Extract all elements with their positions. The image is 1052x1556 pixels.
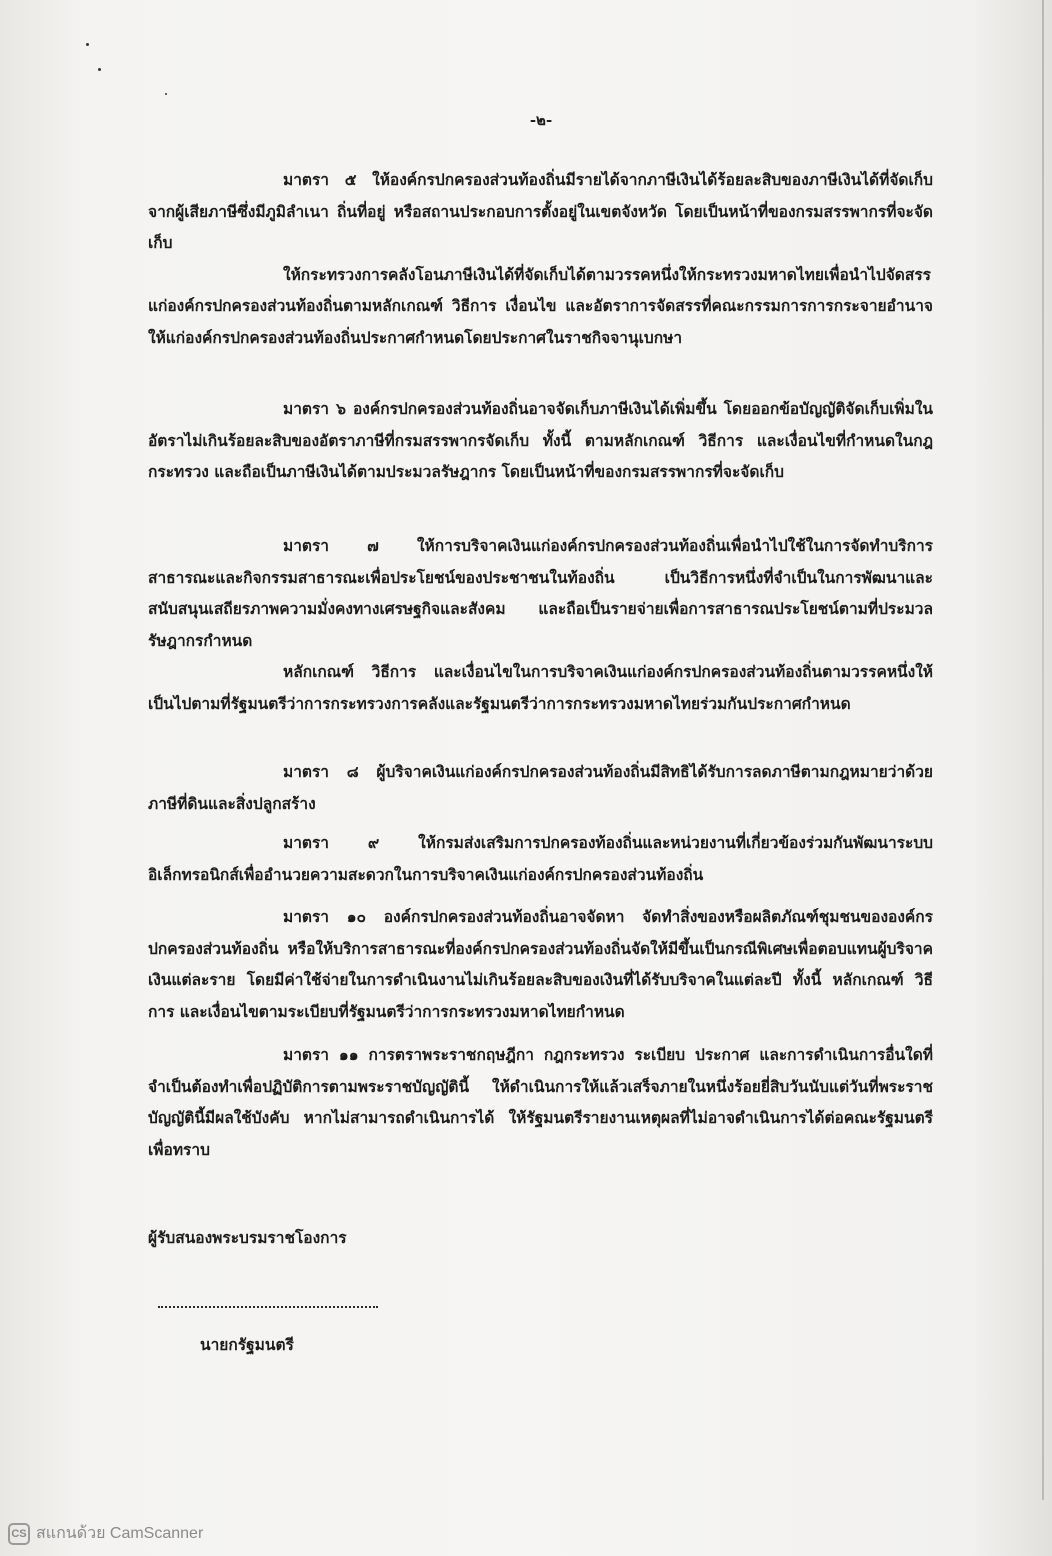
paragraph: มาตรา ๖ องค์กรปกครองส่วนท้องถิ่นอาจจัดเก็บภาษีเงินได้เพิ่มขึ้น โดยออกข้อบัญญัติจัดเก็บเพิ่มในอัตราไม่เกินร้อยละสิบของอัตราภาษีที่กรมสรรพากรจัดเก็บ ทั้งนี้ ตามหลักเกณฑ์ วิธีการ และเงื่อนไขที่กำหนดในกฎกระทรวง และถือเป็นภาษีเงินได้ตามประมวลรัษฎากร โดยเป็นหน้าที่ของกรมสรรพากรที่จะจัดเก็บ [148, 399, 933, 481]
signature-line [158, 1306, 378, 1308]
paragraph: มาตรา ๑๐ องค์กรปกครองส่วนท้องถิ่นอาจจัดหา จัดทำสิ่งของหรือผลิตภัณฑ์ชุมชนขององค์กรปกครองส่วนท้องถิ่น หรือให้บริการสาธารณะที่องค์กรปกครองส่วนท้องถิ่นจัดให้มีขึ้นเป็นกรณีพิเศษเพื่อตอบแทนผู้บริจาคเงินแต่ละราย โดยมีค่าใช้จ่ายในการดำเนินงานไม่เกินร้อยละสิบของเงินที่ได้รับบริจาคในแต่ละปี ทั้งนี้ หลักเกณฑ์ วิธีการ และเงื่อนไขตามระเบียบที่รัฐมนตรีว่าการกระทรวงมหาดไทยกำหนด [148, 907, 933, 1021]
signatory-title: นายกรัฐมนตรี [200, 1335, 294, 1354]
section-8 [148, 756, 933, 819]
paragraph: มาตรา ๕ ให้องค์กรปกครองส่วนท้องถิ่นมีรายได้จากภาษีเงินได้ร้อยละสิบของภาษีเงินได้ที่จัดเก็บจากผู้เสียภาษีซึ่งมีภูมิลำเนา ถิ่นที่อยู่ หรือสถานประกอบการตั้งอยู่ในเขตจังหวัด โดยเป็นหน้าที่ของกรมสรรพากรที่จะจัดเก็บ [148, 170, 933, 252]
paragraph: มาตรา ๑๑ การตราพระราชกฤษฎีกา กฎกระทรวง ระเบียบ ประกาศ และการดำเนินการอื่นใดที่จำเป็นต้องทำเพื่อปฏิบัติการตามพระราชบัญญัตินี้ ให้ดำเนินการให้แล้วเสร็จภายในหนึ่งร้อยยี่สิบวันนับแต่วันที่พระราชบัญญัตินี้มีผลใช้บังคับ หากไม่สามารถดำเนินการได้ ให้รัฐมนตรีรายงานเหตุผลที่ไม่อาจดำเนินการได้ต่อคณะรัฐมนตรีเพื่อทราบ [148, 1045, 933, 1159]
paragraph: มาตรา ๗ ให้การบริจาคเงินแก่องค์กรปกครองส่วนท้องถิ่นเพื่อนำไปใช้ในการจัดทำบริการสาธารณะและกิจกรรมสาธารณะเพื่อประโยชน์ของประชาชนในท้องถิ่น เป็นวิธีการหนึ่งที่จำเป็นในการพัฒนาและสนับสนุนเสถียรภาพความมั่งคงทางเศรษฐกิจและสังคม และถือเป็นรายจ่ายเพื่อการสาธารณประโยชน์ตามที่ประมวลรัษฎากรกำหนด [148, 536, 933, 650]
countersignature-label: ผู้รับสนองพระบรมราชโองการ [148, 1228, 347, 1247]
scan-speck [165, 93, 167, 95]
paragraph: มาตรา ๘ ผู้บริจาคเงินแก่องค์กรปกครองส่วนท้องถิ่นมีสิทธิได้รับการลดภาษีตามกฎหมายว่าด้วยภาษีที่ดินและสิ่งปลูกสร้าง [148, 762, 933, 813]
camscanner-watermark [8, 1521, 203, 1546]
section-5 [148, 164, 933, 353]
section-6 [148, 393, 933, 488]
watermark-text: สแกนด้วย CamScanner [36, 1525, 204, 1542]
section-9 [148, 827, 933, 890]
camscanner-logo-icon: CS [8, 1523, 30, 1545]
page-edge [1042, 0, 1044, 1500]
scan-speck [98, 68, 101, 71]
paragraph: หลักเกณฑ์ วิธีการ และเงื่อนไขในการบริจาคเงินแก่องค์กรปกครองส่วนท้องถิ่นตามวรรคหนึ่งให้เป็นไปตามที่รัฐมนตรีว่าการกระทรวงการคลังและรัฐมนตรีว่าการกระทรวงมหาดไทยร่วมกันประกาศกำหนด [148, 662, 933, 713]
paragraph: มาตรา ๙ ให้กรมส่งเสริมการปกครองท้องถิ่นและหน่วยงานที่เกี่ยวข้องร่วมกันพัฒนาระบบอิเล็กทรอนิกส์เพื่ออำนวยความสะดวกในการบริจาคเงินแก่องค์กรปกครองส่วนท้องถิ่น [148, 833, 933, 884]
page-number: -๒- [529, 111, 553, 129]
section-10 [148, 901, 933, 1027]
scan-speck [86, 43, 89, 46]
section-7 [148, 530, 933, 719]
section-11 [148, 1039, 933, 1165]
paragraph: ให้กระทรวงการคลังโอนภาษีเงินได้ที่จัดเก็บได้ตามวรรคหนึ่งให้กระทรวงมหาดไทยเพื่อนำไปจัดสรรแก่องค์กรปกครองส่วนท้องถิ่นตามหลักเกณฑ์ วิธีการ เงื่อนไข และอัตราการจัดสรรที่คณะกรรมการการกระจายอำนาจให้แก่องค์กรปกครองส่วนท้องถิ่นประกาศกำหนดโดยประกาศในราชกิจจานุเบกษา [148, 264, 933, 347]
